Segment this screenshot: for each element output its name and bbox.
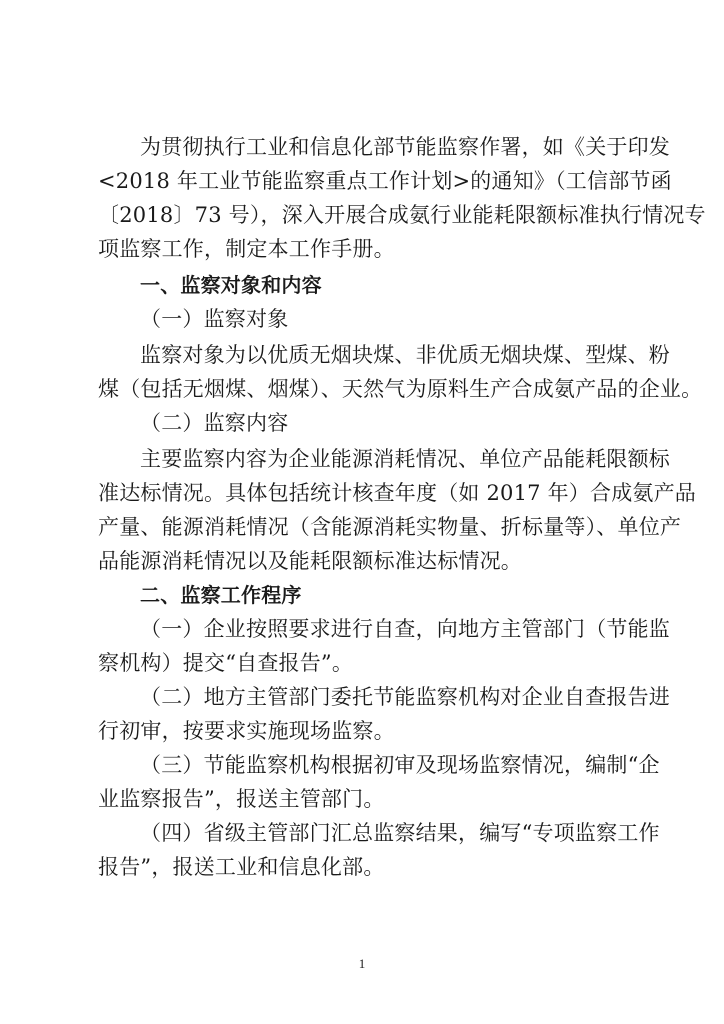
paragraph-intro-line-4: 项监察工作，制定本工作手册。 <box>98 237 395 261</box>
procedure-step-1-line-2: 察机构）提交“自查报告”。 <box>98 651 354 675</box>
subsection-heading-1-1: （一）监察对象 <box>140 307 289 331</box>
procedure-step-2-line-1: （二）地方主管部门委托节能监察机构对企业自查报告进 <box>140 685 670 709</box>
paragraph-content-line-4: 品能源消耗情况以及能耗限额标准达标情况。 <box>98 549 522 573</box>
paragraph-content-line-1: 主要监察内容为企业能源消耗情况、单位产品能耗限额标 <box>140 447 670 471</box>
paragraph-intro-line-2: <2018 年工业节能监察重点工作计划>的通知》（工信部节函 <box>98 169 672 193</box>
section-heading-1: 一、监察对象和内容 <box>140 273 322 297</box>
paragraph-intro-line-3: 〔2018〕73 号），深入开展合成氨行业能耗限额标准执行情况专 <box>98 203 706 227</box>
paragraph-objects-line-2: 煤（包括无烟煤、烟煤）、天然气为原料生产合成氨产品的企业。 <box>98 377 703 401</box>
section-heading-2: 二、监察工作程序 <box>140 583 302 607</box>
paragraph-objects-line-1: 监察对象为以优质无烟块煤、非优质无烟块煤、型煤、粉 <box>140 343 670 367</box>
paragraph-content-line-2: 准达标情况。具体包括统计核查年度（如 2017 年）合成氨产品 <box>98 481 696 505</box>
procedure-step-3-line-1: （三）节能监察机构根据初审及现场监察情况，编制“企 <box>140 753 660 777</box>
subsection-heading-1-2: （二）监察内容 <box>140 411 289 435</box>
procedure-step-4-line-1: （四）省级主管部门汇总监察结果，编写“专项监察工作 <box>140 821 660 845</box>
procedure-step-4-line-2: 报告”，报送工业和信息化部。 <box>98 855 385 879</box>
paragraph-intro-line-1: 为贯彻执行工业和信息化部节能监察作署，如《关于印发 <box>140 135 670 159</box>
procedure-step-1-line-1: （一）企业按照要求进行自查，向地方主管部门（节能监 <box>140 617 670 641</box>
page-number: 1 <box>358 956 366 971</box>
procedure-step-3-line-2: 业监察报告”，报送主管部门。 <box>98 787 385 811</box>
procedure-step-2-line-2: 行初审，按要求实施现场监察。 <box>98 719 395 743</box>
paragraph-content-line-3: 产量、能源消耗情况（含能源消耗实物量、折标量等）、单位产 <box>98 515 682 539</box>
